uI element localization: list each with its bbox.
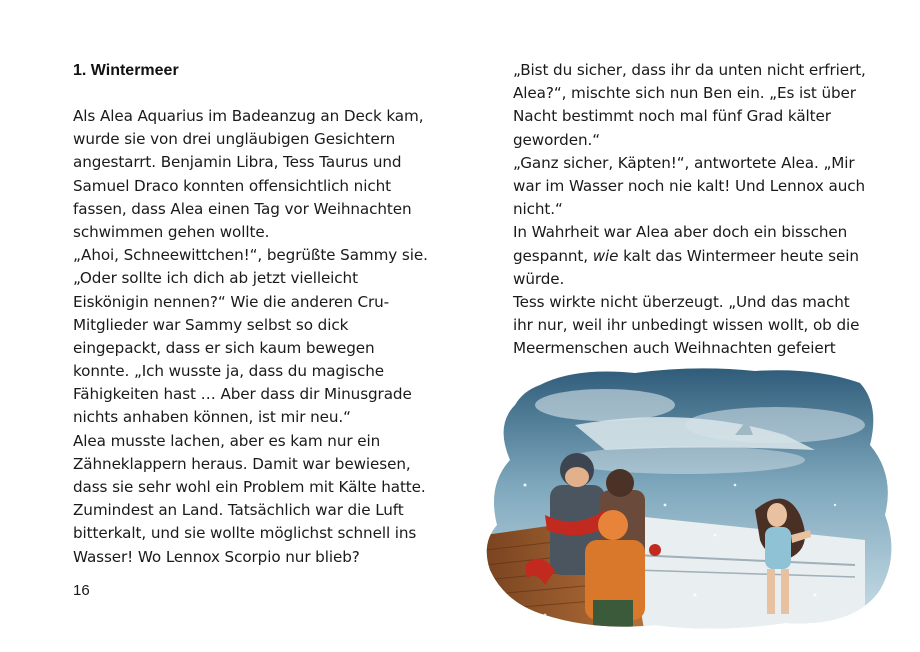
text-line: konnte. „Ich wusste ja, dass du magische [73, 362, 384, 381]
text-line: Fähigkeiten hast … Aber dass dir Minusgrade [73, 385, 412, 404]
text-line: Als Alea Aquarius im Badeanzug an Deck kam, [73, 107, 424, 125]
text-line: nicht.“ [513, 200, 563, 219]
text-line: würde. [513, 269, 565, 288]
text-line: Samuel Draco konnten offensichtlich nicht [73, 176, 391, 195]
text-line: Meermenschen auch Weihnachten gefeiert [513, 339, 836, 358]
left-page-text [73, 105, 428, 569]
text-line: bitterkalt, und sie wollte möglichst schnell ins [73, 524, 417, 543]
text-line: eingepackt, dass er sich kaum bewegen [73, 338, 375, 357]
text-line: ihr nur, weil ihr unbedingt wissen wollt, ob die [513, 316, 860, 335]
text-line: „Ganz sicher, Käpten!“, antwortete Alea. „Mir [513, 153, 855, 172]
text-line: In Wahrheit war Alea aber doch ein bisschen [513, 223, 848, 242]
right-page [460, 0, 920, 652]
text-line: Eiskönigin nennen?“ Wie die anderen Cru- [73, 292, 390, 311]
page-number: 16 [73, 582, 90, 599]
text-after-emphasis: kalt das Wintermeer heute sein [618, 246, 859, 265]
text-line: Alea?“, mischte sich nun Ben ein. „Es ist über [513, 84, 856, 103]
right-page-text [513, 59, 866, 360]
text-line: wurde sie von drei ungläubigen Gesichtern [73, 130, 396, 149]
text-line: „Bist du sicher, dass ihr da unten nicht erfriert, [513, 61, 866, 79]
text-line: „Oder sollte ich dich ab jetzt vielleicht [73, 269, 358, 288]
text-line: Mitglieder war Sammy selbst so dick [73, 315, 349, 334]
text-line: geworden.“ [513, 130, 600, 149]
text-line-emphasis [513, 245, 866, 268]
text-line: war im Wasser noch nie kalt! Und Lennox auch [513, 176, 866, 195]
text-line: Zähneklappern heraus. Damit war bewiesen, [73, 454, 411, 473]
illustration-scene [485, 365, 905, 635]
text-line: dass sie sehr wohl ein Problem mit Kälte hatte. [73, 478, 426, 496]
text-line: fassen, dass Alea einen Tag vor Weihnachten [73, 199, 412, 218]
winter-ship-deck-illustration-icon [485, 365, 905, 635]
text-line: Zumindest an Land. Tatsächlich war die Luft [73, 501, 404, 520]
text-line: schwimmen gehen wollte. [73, 222, 270, 241]
text-line: nichts anhaben können, ist mir neu.“ [73, 408, 351, 427]
text-line: angestarrt. Benjamin Libra, Tess Taurus und [73, 153, 402, 172]
chapter-title: 1. Wintermeer [73, 62, 179, 79]
text-line: Alea musste lachen, aber es kam nur ein [73, 431, 381, 450]
text-before-emphasis: gespannt, [513, 246, 593, 265]
text-line: Tess wirkte nicht überzeugt. „Und das macht [513, 292, 850, 311]
emphasis-word: wie [592, 246, 619, 265]
text-line: „Ahoi, Schneewittchen!“, begrüßte Sammy sie. [73, 246, 428, 265]
text-line: Nacht bestimmt noch mal fünf Grad kälter [513, 107, 831, 126]
text-line: Wasser! Wo Lennox Scorpio nur blieb? [73, 547, 360, 566]
